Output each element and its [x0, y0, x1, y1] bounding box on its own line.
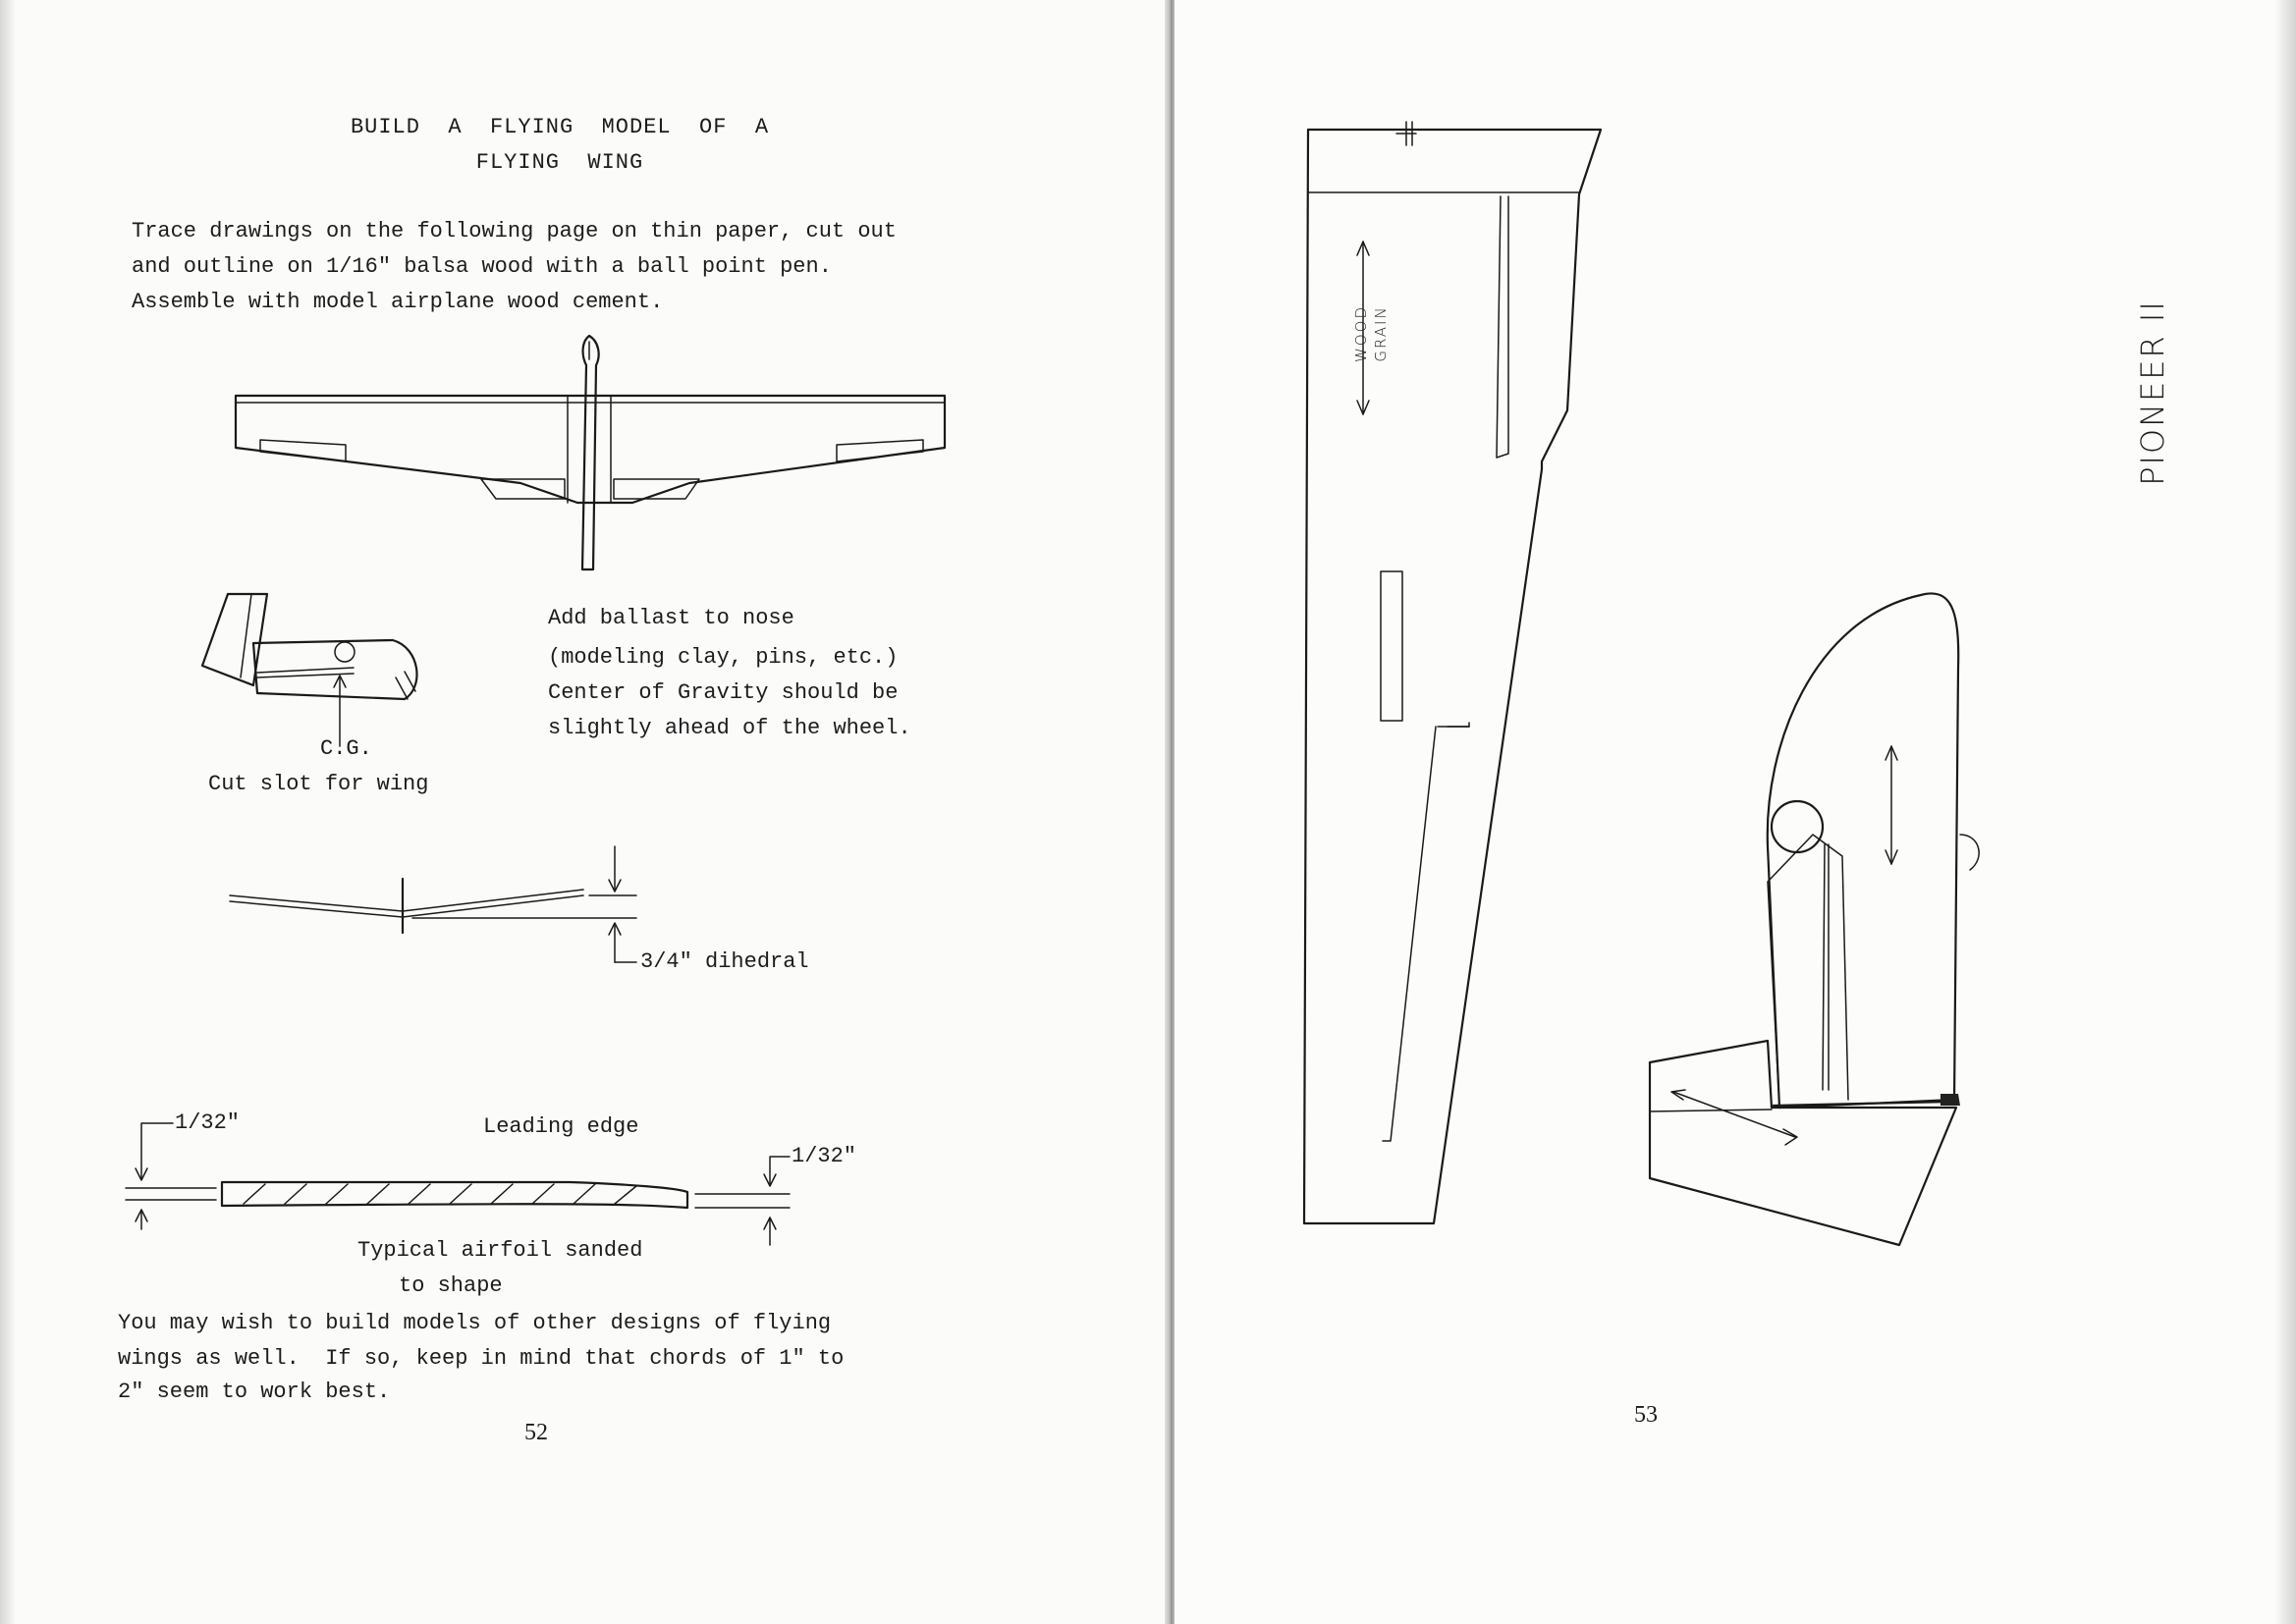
- ballast-line-1: Add ballast to nose: [548, 606, 794, 630]
- leading-edge-label: Leading edge: [483, 1114, 639, 1139]
- page-number-left: 52: [524, 1420, 548, 1445]
- closing-line-1: You may wish to build models of other designs of flying: [118, 1311, 832, 1335]
- dihedral-label: 3/4" dihedral: [640, 949, 809, 974]
- airfoil-caption-line-2: to shape: [399, 1273, 503, 1298]
- wood-grain-line-2: GRAIN: [1372, 305, 1390, 362]
- intro-line-3: Assemble with model airplane wood cement.: [132, 290, 664, 314]
- page-number-right: 53: [1634, 1402, 1658, 1428]
- airfoil-left-dimension: 1/32": [175, 1110, 241, 1135]
- title-line-1: BUILD A FLYING MODEL OF A: [350, 115, 770, 139]
- title-line-2: FLYING WING: [475, 150, 644, 175]
- intro-line-2: and outline on 1/16" balsa wood with a ball point pen.: [132, 254, 832, 279]
- cut-slot-label: Cut slot for wing: [208, 772, 429, 796]
- right-page: [1175, 0, 2296, 1624]
- intro-line-1: Trace drawings on the following page on thin paper, cut out: [132, 219, 897, 244]
- cg-label: C.G.: [320, 736, 372, 761]
- airfoil-caption-line-1: Typical airfoil sanded: [357, 1238, 643, 1263]
- fuselage-pattern-drawing: [1175, 0, 2296, 1624]
- closing-line-2: wings as well. If so, keep in mind that chords of 1" to: [118, 1346, 845, 1371]
- airfoil-right-dimension: 1/32": [792, 1144, 857, 1168]
- ballast-line-4: slightly ahead of the wheel.: [548, 716, 911, 740]
- wood-grain-line-1: WOOD: [1352, 305, 1370, 362]
- model-name-label: PIONEER II: [2134, 299, 2171, 486]
- ballast-line-2: (modeling clay, pins, etc.): [548, 645, 899, 670]
- closing-line-3: 2" seem to work best.: [118, 1380, 391, 1404]
- ballast-line-3: Center of Gravity should be: [548, 680, 899, 705]
